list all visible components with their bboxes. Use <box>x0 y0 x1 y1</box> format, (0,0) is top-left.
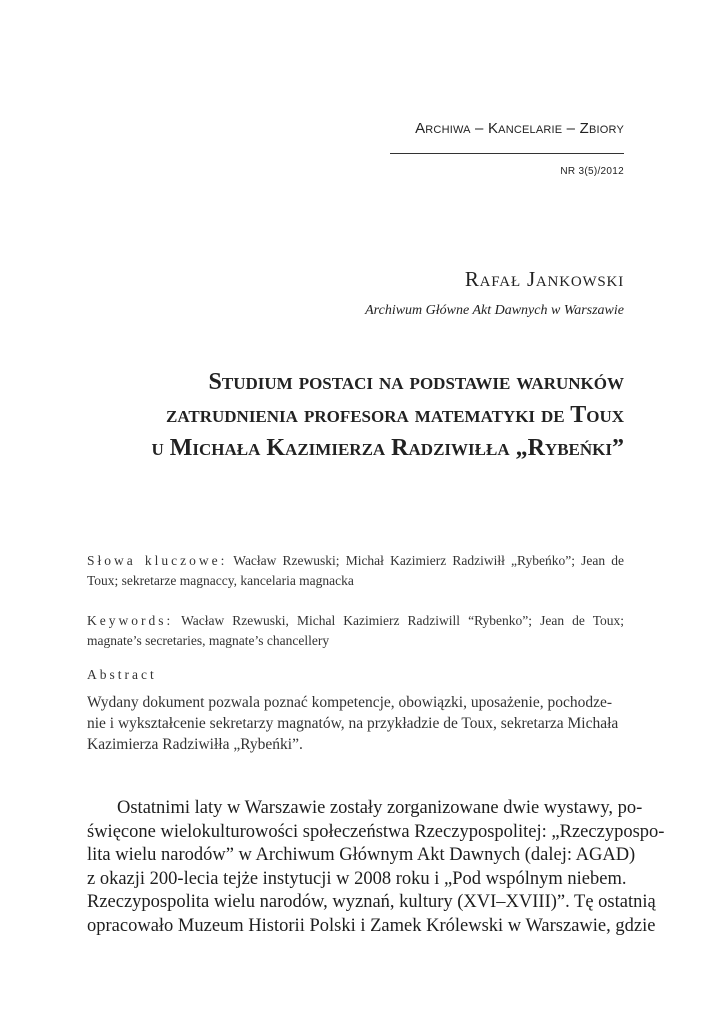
header-divider <box>390 153 624 154</box>
title-line: zatrudnienia profesora matematyki de Toux <box>166 402 624 428</box>
keywords-polish-text: Wacław Rzewuski; Michał Kazimierz Radziwiłł „Rybeńko”; Jean de Toux; sekretarze magnaccy, kancelaria magnacka <box>87 553 624 588</box>
abstract-line: Kazimierza Radziwiłła „Rybeńki”. <box>87 736 303 753</box>
body-line: Rzeczypospolita wielu narodów, wyznań, kultury (XVI–XVIII)”. Tę ostatnią <box>87 892 656 912</box>
body-line: opracowało Muzeum Historii Polski i Zamek Królewski w Warszawie, gdzie <box>87 915 656 936</box>
author-name: Rafał Jankowski <box>464 267 624 291</box>
keywords-english <box>87 611 624 651</box>
abstract-line: Wydany dokument pozwala poznać kompetencje, obowiązki, uposażenie, pochodze- <box>87 694 613 711</box>
keywords-polish-label: Słowa kluczowe: <box>87 553 228 568</box>
keywords-english-label: Keywords: <box>87 613 174 628</box>
issue-number: NR 3(5)/2012 <box>560 166 624 177</box>
body-line: z okazji 200-lecia tejże instytucji w 2008 roku i „Pod wspólnym niebem. <box>87 868 627 889</box>
abstract-label: Abstract <box>87 667 157 682</box>
article-title <box>100 366 624 465</box>
keywords-english-text: Wacław Rzewuski, Michal Kazimierz Radziwill “Rybenko”; Jean de Toux; magnate’s secretaries, magnate’s chancellery <box>87 613 624 648</box>
abstract-text <box>87 692 624 755</box>
body-line: lita wielu narodów” w Archiwum Głównym Akt Dawnych (dalej: AGAD) <box>87 845 636 865</box>
body-paragraph <box>87 797 665 938</box>
author-affiliation: Archiwum Główne Akt Dawnych w Warszawie <box>365 303 624 318</box>
keywords-polish <box>87 551 624 591</box>
abstract-line: nie i wykształcenie sekretarzy magnatów, na przykładzie de Toux, sekretarza Michała <box>87 715 619 732</box>
body-line: święcone wielokulturowości społeczeństwa Rzeczypospolitej: „Rzeczypospo- <box>87 821 665 842</box>
journal-title: Archiwa – Kancelarie – Zbiory <box>415 120 624 137</box>
title-line: Studium postaci na podstawie warunków <box>208 369 624 395</box>
body-line: Ostatnimi laty w Warszawie zostały zorganizowane dwie wystawy, po- <box>117 798 643 818</box>
title-line: u Michała Kazimierza Radziwiłła „Rybeńki” <box>151 435 624 461</box>
